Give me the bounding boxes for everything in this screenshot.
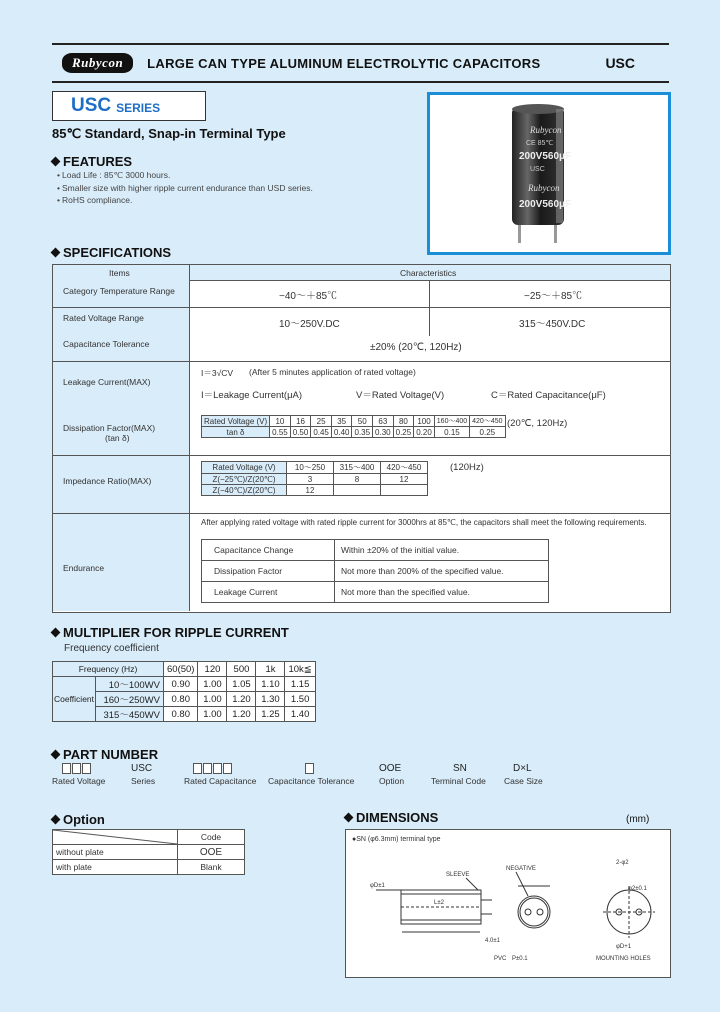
option-code-head: Code: [178, 830, 245, 845]
freq-value: 500: [227, 662, 256, 677]
freq-value: 120: [198, 662, 227, 677]
page-header: [52, 43, 669, 83]
imp-value: 3: [287, 474, 334, 485]
freq-value: 1k: [256, 662, 285, 677]
imp-value: 8: [334, 474, 381, 485]
svg-text:CE 85℃: CE 85℃: [526, 140, 554, 147]
diamond-bullet-icon: [51, 815, 61, 825]
df-volt: 10: [270, 416, 291, 427]
df-value: 0.20: [414, 427, 435, 438]
dim-note: ●SN (φ6.3mm) terminal type: [352, 836, 441, 843]
voltage-boxes: [62, 763, 92, 774]
range-label: 10～100WV: [96, 677, 164, 692]
coef-value: 0.80: [164, 692, 198, 707]
svg-text:200V560μF: 200V560μF: [519, 151, 572, 162]
df-value: 0.35: [352, 427, 373, 438]
svg-text:φD+1: φD+1: [616, 944, 632, 950]
temp-range-a: −40～＋85℃: [279, 291, 338, 302]
svg-text:SLEEVE: SLEEVE: [446, 872, 470, 878]
feature-item: • Smaller size with higher ripple current endurance than USD series.: [57, 182, 313, 195]
coef-value: 1.15: [285, 677, 315, 692]
coef-value: 1.40: [285, 707, 315, 722]
diamond-bullet-icon: [51, 157, 61, 167]
voltage-range-b: 315～450V.DC: [519, 319, 586, 330]
coef-value: 1.30: [256, 692, 285, 707]
characteristics-header: Characteristics: [400, 268, 457, 278]
impedance-condition: (120Hz): [450, 462, 484, 473]
df-value: 0.55: [270, 427, 291, 438]
dimension-diagram: [346, 830, 670, 977]
voltage-range-label: Rated Voltage Range: [63, 313, 144, 323]
option-code: Blank: [178, 860, 245, 875]
freq-value: 10k≦: [285, 662, 315, 677]
df-value: 0.45: [311, 427, 332, 438]
cap-tolerance-value: ±20% (20℃, 120Hz): [370, 342, 462, 353]
imp-col: 10～250: [287, 462, 334, 474]
pn-label: Series: [131, 776, 156, 786]
leakage-formula: I＝3√CV: [201, 368, 234, 378]
feature-item: • RoHS compliance.: [57, 194, 313, 207]
imp-value: 12: [381, 474, 428, 485]
coef-value: 1.10: [256, 677, 285, 692]
svg-text:2-φ2: 2-φ2: [616, 860, 629, 866]
df-value: 0.25: [393, 427, 414, 438]
option-row-label: without plate: [53, 845, 178, 860]
pn-label: Case Size: [504, 776, 543, 786]
end-value: Not more than the specified value.: [335, 582, 549, 603]
impedance-label: Impedance Ratio(MAX): [63, 476, 152, 486]
pn-series: USC: [131, 763, 153, 774]
svg-text:MOUNTING HOLES: MOUNTING HOLES: [596, 956, 651, 962]
df-volt: 16: [290, 416, 311, 427]
imp-value: [381, 485, 428, 496]
spec-header-row: [53, 265, 670, 281]
pn-label: Capacitance Tolerance: [268, 776, 355, 786]
header-series: USC: [605, 55, 635, 71]
dimensions-heading: DIMENSIONS: [345, 810, 438, 825]
df-value: 0.30: [373, 427, 394, 438]
df-volt: 160～400: [434, 416, 469, 427]
coef-value: 1.20: [227, 692, 256, 707]
df-value: 0.15: [434, 427, 469, 438]
pn-label: Rated Voltage: [52, 776, 106, 786]
voltage-range-a: 10～250V.DC: [279, 319, 340, 330]
end-value: Not more than 200% of the specified value.: [335, 561, 549, 582]
coef-value: 1.25: [256, 707, 285, 722]
df-label: Dissipation Factor(MAX): [63, 423, 156, 433]
svg-text:200V560μF: 200V560μF: [519, 199, 572, 210]
coef-value: 1.00: [198, 677, 227, 692]
page-subtitle: 85℃ Standard, Snap-in Terminal Type: [52, 126, 286, 141]
svg-text:L±2: L±2: [434, 900, 444, 906]
endurance-table: [201, 539, 549, 603]
series-name: USC: [71, 95, 112, 116]
coef-value: 1.50: [285, 692, 315, 707]
temp-range-b: −25～＋85℃: [524, 291, 583, 302]
range-label: 160～250WV: [96, 692, 164, 707]
leakage-note: (After 5 minutes application of rated voltage): [249, 367, 416, 377]
df-value: 0.50: [290, 427, 311, 438]
coef-value: 1.00: [198, 707, 227, 722]
svg-text:USC: USC: [530, 166, 545, 173]
coef-value: 0.90: [164, 677, 198, 692]
imp-col: 315～400: [334, 462, 381, 474]
svg-text:Rubycon: Rubycon: [528, 183, 560, 193]
df-volt: 25: [311, 416, 332, 427]
capacitor-photo: [427, 92, 671, 255]
capacitor-image: [430, 95, 668, 252]
df-volt: 35: [331, 416, 352, 427]
df-volt: 100: [414, 416, 435, 427]
capacitance-boxes: [193, 763, 233, 774]
pn-case-size: D×L: [513, 763, 532, 774]
option-corner: [53, 830, 178, 845]
df-condition: (20℃, 120Hz): [507, 418, 568, 429]
svg-text:PVC: PVC: [494, 956, 507, 962]
dimensions-unit: (mm): [626, 814, 650, 825]
pn-option: OOE: [379, 763, 402, 774]
svg-text:P±0.1: P±0.1: [512, 956, 528, 962]
impedance-table: [201, 461, 428, 496]
imp-col: 420～450: [381, 462, 428, 474]
imp-head: Rated Voltage (V): [202, 462, 287, 474]
diamond-bullet-icon: [51, 628, 61, 638]
items-column: [53, 280, 190, 611]
header-title: LARGE CAN TYPE ALUMINUM ELECTROLYTIC CAPACITORS: [147, 55, 541, 71]
specifications-heading: SPECIFICATIONS: [52, 245, 171, 260]
feature-item: • Load Life : 85℃ 3000 hours.: [57, 169, 313, 182]
tolerance-box: [305, 763, 315, 774]
part-number-heading: PART NUMBER: [52, 747, 158, 762]
df-value: 0.40: [331, 427, 352, 438]
specifications-table: [52, 264, 671, 613]
coef-value: 1.20: [227, 707, 256, 722]
freq-label: Frequency (Hz): [53, 662, 164, 677]
pn-label: Terminal Code: [431, 776, 486, 786]
range-label: 315～450WV: [96, 707, 164, 722]
df-volt: 80: [393, 416, 414, 427]
leakage-c: C＝Rated Capacitance(μF): [491, 390, 606, 401]
end-item: Dissipation Factor: [202, 561, 335, 582]
diamond-bullet-icon: [51, 750, 61, 760]
pn-label: Option: [379, 776, 405, 786]
features-list: [57, 169, 313, 207]
coef-value: 1.05: [227, 677, 256, 692]
series-suffix: SERIES: [116, 100, 161, 115]
option-table: [52, 829, 245, 875]
svg-text:4.0±1: 4.0±1: [485, 938, 500, 944]
series-box: [52, 91, 206, 121]
leakage-i: I＝Leakage Current(μA): [201, 390, 303, 401]
option-heading: Option: [52, 812, 105, 827]
pn-label: Rated Capacitance: [184, 776, 257, 786]
dimensions-drawing: [345, 829, 671, 978]
ripple-subheading: Frequency coefficient: [64, 643, 159, 654]
imp-value: [334, 485, 381, 496]
svg-text:φD±1: φD±1: [370, 883, 385, 889]
items-header: Items: [109, 268, 130, 278]
df-table: [201, 415, 506, 438]
features-heading: FEATURES: [52, 154, 132, 169]
diamond-bullet-icon: [344, 813, 354, 823]
temp-range-label: Category Temperature Range: [63, 286, 175, 296]
df-label-tan: (tan δ): [105, 433, 130, 443]
df-volt: 63: [373, 416, 394, 427]
imp-value: 12: [287, 485, 334, 496]
end-item: Leakage Current: [202, 582, 335, 603]
cap-tolerance-label: Capacitance Tolerance: [63, 339, 150, 349]
df-row-label: tan δ: [202, 427, 270, 438]
coef-value: 0.80: [164, 707, 198, 722]
end-value: Within ±20% of the initial value.: [335, 540, 549, 561]
ripple-table: [52, 661, 316, 722]
svg-text:Rubycon: Rubycon: [530, 125, 562, 135]
endurance-note: After applying rated voltage with rated ripple current for 3000hrs at 85℃, the capacitors shall meet the following requirements.: [201, 518, 647, 527]
pn-terminal: SN: [453, 763, 467, 774]
leakage-label: Leakage Current(MAX): [63, 377, 151, 387]
svg-text:NEGATIVE: NEGATIVE: [506, 866, 536, 872]
df-volt: 50: [352, 416, 373, 427]
option-row-label: with plate: [53, 860, 178, 875]
leakage-v: V＝Rated Voltage(V): [356, 390, 445, 401]
endurance-label: Endurance: [63, 563, 105, 573]
df-head: Rated Voltage (V): [202, 416, 270, 427]
df-value: 0.25: [470, 427, 505, 438]
freq-value: 60(50): [164, 662, 198, 677]
end-item: Capacitance Change: [202, 540, 335, 561]
imp-row-label: Z(−40℃)/Z(20℃): [202, 485, 287, 496]
diamond-bullet-icon: [51, 248, 61, 258]
rubycon-logo: Rubycon: [62, 53, 133, 73]
coef-value: 1.00: [198, 692, 227, 707]
ripple-heading: MULTIPLIER FOR RIPPLE CURRENT: [52, 625, 289, 640]
coef-label: Coefficient: [53, 677, 96, 722]
df-volt: 420～450: [470, 416, 505, 427]
imp-row-label: Z(−25℃)/Z(20℃): [202, 474, 287, 485]
svg-text:φ2±0.1: φ2±0.1: [628, 886, 647, 892]
option-code: OOE: [178, 845, 245, 860]
